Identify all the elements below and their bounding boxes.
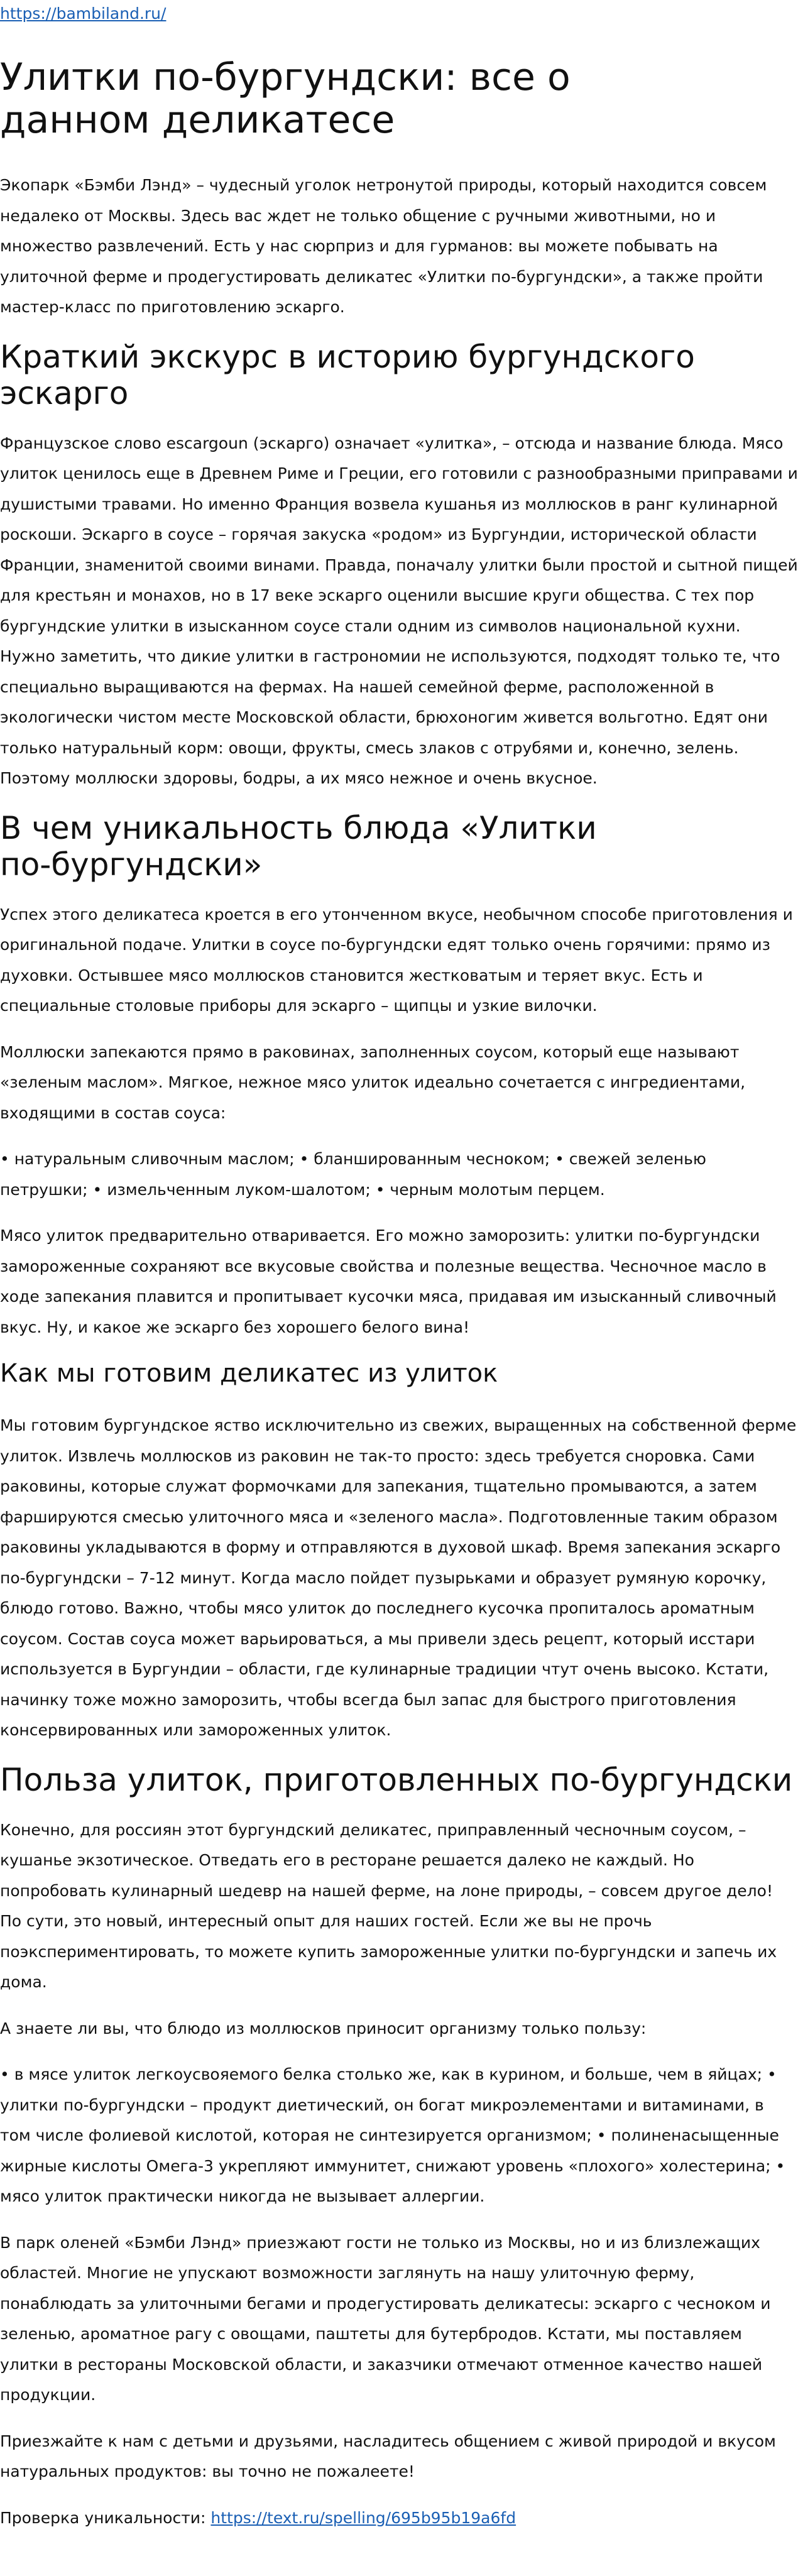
page-title: Улитки по-бургундски: все о данном деликатесе (0, 55, 571, 142)
ingredients-list: • натуральным сливочным маслом; • бланшированным чесноком; • свежей зеленью петрушки; • измельченным луком-шалотом; • черным молотым перцем. (0, 1150, 706, 1199)
benefits-list: • в мясе улиток легкоусвояемого белка столько же, как в курином, и больше, чем в яйцах; • улитки по-бургундски – продукт диетический, он богат микроэлементами и витаминами, в том числе фолиевой кислотой, которая не синтезируется организмом; • полиненасыщенные жирные кислоты Омега-3 укрепляют иммунитет, снижают уровень «плохого» холестерина; • мясо улиток практически никогда не вызывает аллергии. (0, 2065, 785, 2205)
unique-paragraph-1: Успех этого деликатеса кроется в его утонченном вкусе, необычном способе приготовления и оригинальной подаче. Улитки в соусе по-бургундски едят только очень горячими: прямо из духовки. Остывшее мясо моллюсков становится жестковатым и теряет вкус. Есть и специальные столовые приборы для эскарго – щипцы и узкие вилочки. (0, 905, 793, 1015)
unique-heading: В чем уникальность блюда «Улитки по-бургундски» (0, 809, 597, 883)
cooking-heading: Как мы готовим деликатес из улиток (0, 1359, 498, 1388)
unique-paragraph-3: Мясо улиток предварительно отваривается. Его можно заморозить: улитки по-бургундски замороженные сохраняют все вкусовые свойства и полезные вещества. Чесночное масло в ходе запекания плавится и пропитывает кусочки мяса, придавая им изысканный сливочный вкус. Ну, и какое же эскарго без хорошего белого вина! (0, 1226, 777, 1336)
intro-paragraph: Экопарк «Бэмби Лэнд» – чудесный уголок нетронутой природы, который находится совсем недалеко от Москвы. Здесь вас ждет не только общение с ручными животными, но и множество развлечений. Есть у нас сюрприз и для гурманов: вы можете побывать на улиточной ферме и продегустировать деликатес «Улитки по-бургундски», а также пройти мастер-класс по приготовлению эскарго. (0, 176, 767, 316)
benefit-heading: Польза улиток, приготовленных по-бургундски (0, 1761, 793, 1798)
benefit-paragraph-2: А знаете ли вы, что блюдо из моллюсков приносит организму только пользу: (0, 2019, 647, 2038)
history-paragraph: Французское слово escargoun (эскарго) означает «улитка», – отсюда и название блюда. Мясо улиток ценилось еще в Древнем Риме и Греции, его готовили с разнообразными приправами и душистыми травами. Но именно Франция возвела кушанья из моллюсков в ранг кулинарной роскоши. Эскарго в соусе – горячая закуска «родом» из Бургундии, исторической области Франции, знаменитой своими винами. Правда, поначалу улитки были простой и сытной пищей для крестьян и монахов, но в 17 веке эскарго оценили высшие круги общества. С тех пор бургундские улитки в изысканном соусе стали одним из символов национальной кухни. Нужно заметить, что дикие улитки в гастрономии не используются, подходят только те, что специально выращиваются на фермах. На нашей семейной ферме, расположенной в экологически чистом месте Московской области, брюхоногим живется вольготно. Едят они только натуральный корм: овощи, фрукты, смесь злаков с отрубями и, конечно, зелень. Поэтому моллюски здоровы, бодры, а их мясо нежное и очень вкусное. (0, 434, 798, 787)
benefit-paragraph-4: Приезжайте к нам с детьми и друзьями, насладитесь общением с живой природой и вкусом натуральных продуктов: вы точно не пожалеете! (0, 2431, 776, 2480)
history-heading: Краткий экскурс в историю бургундского эскарго (0, 338, 695, 412)
cooking-paragraph: Мы готовим бургундское яство исключительно из свежих, выращенных на собственной ферме улиток. Извлечь моллюсков из раковин не так-то просто: здесь требуется сноровка. Сами раковины, которые служат формочками для запекания, тщательно промываются, а затем фаршируются смесью улиточного мяса и «зеленого масла». Подготовленные таким образом раковины укладываются в форму и отправляются в духовой шкаф. Время запекания эскарго по-бургундски – 7-12 минут. Когда масло пойдет пузырьками и образует румяную корочку, блюдо готово. Важно, чтобы мясо улиток до последнего кусочка пропиталось ароматным соусом. Состав соуса может варьироваться, а мы привели здесь рецепт, который исстари используется в Бургундии – области, где кулинарные традиции чтут очень высоко. Кстати, начинку тоже можно заморозить, чтобы всегда был запас для быстрого приготовления консервированных или замороженных улиток. (0, 1416, 797, 1739)
uniqueness-check (0, 2503, 798, 2533)
uniqueness-label: Проверка уникальности: (0, 2508, 211, 2527)
benefit-paragraph-3: В парк оленей «Бэмби Лэнд» приезжают гости не только из Москвы, но и из близлежащих областей. Многие не упускают возможности заглянуть на нашу улиточную ферму, понаблюдать за улиточными бегами и продегустировать деликатесы: эскарго с чесноком и зеленью, ароматное рагу с овощами, паштеты для бутербродов. Кстати, мы поставляем улитки в рестораны Московской области, и заказчики отмечают отменное качество нашей продукции. (0, 2233, 771, 2404)
uniqueness-link[interactable]: https://text.ru/spelling/695b95b19a6fd (210, 2508, 517, 2527)
unique-paragraph-2: Моллюски запекаются прямо в раковинах, заполненных соусом, который еще называют «зеленым маслом». Мягкое, нежное мясо улиток идеально сочетается с ингредиентами, входящими в состав соуса: (0, 1042, 746, 1122)
benefit-paragraph-1: Конечно, для россиян этот бургундский деликатес, приправленный чесночным соусом, – кушанье экзотическое. Отведать его в ресторане решается далеко не каждый. Но попробовать кулинарный шедевр на нашей ферме, на лоне природы, – совсем другое дело! По сути, это новый, интересный опыт для наших гостей. Если же вы не прочь поэкспериментировать, то можете купить замороженные улитки по-бургундски и запечь их дома. (0, 1820, 777, 1991)
site-link[interactable]: https://bambiland.ru/ (0, 4, 167, 23)
